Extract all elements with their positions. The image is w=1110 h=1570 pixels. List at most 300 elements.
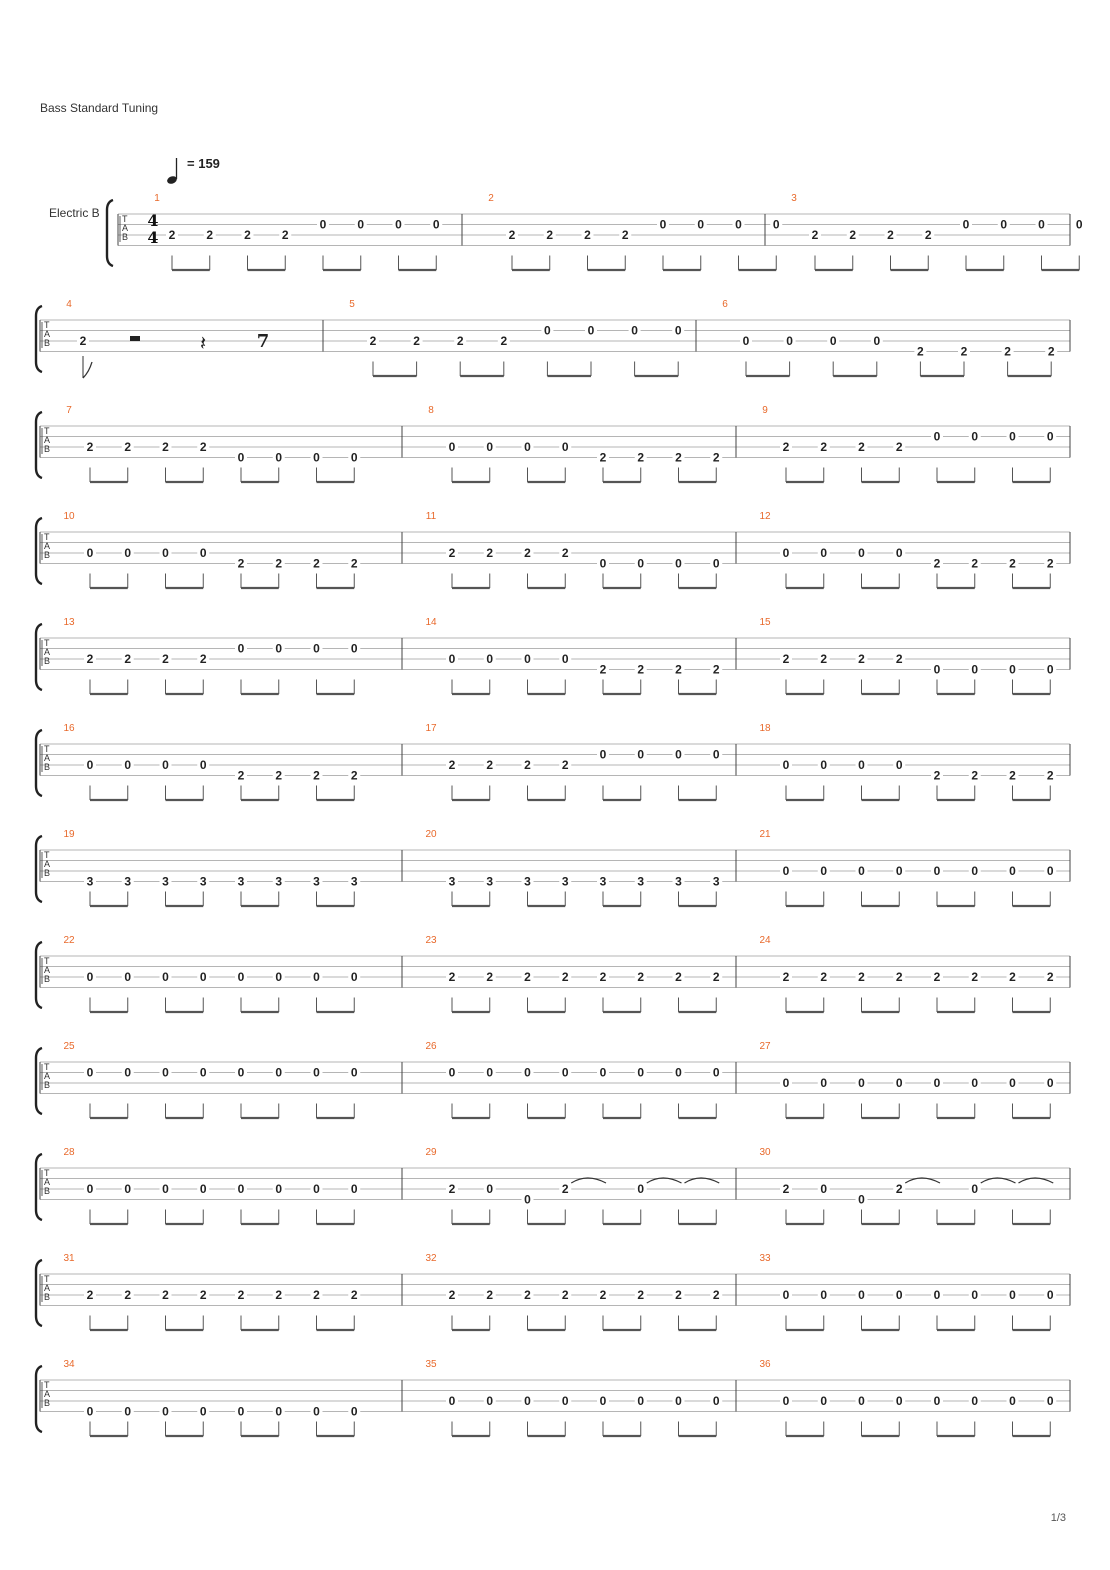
fret-number: 3 [675,874,682,889]
fret-number: 0 [124,970,132,984]
staff-system [36,1253,1070,1330]
fret-number: 0 [933,1076,941,1090]
tab-clef-letter: T [44,956,50,966]
fret-number: 3 [561,874,569,889]
fret-number: 2 [887,228,894,242]
fret-number: 2 [858,652,865,666]
tab-clef-letter: A [44,1071,51,1081]
fret-number: 2 [448,970,456,984]
fret-number: 0 [199,546,207,560]
fret-number: 0 [486,652,494,666]
time-signature-bottom: 4 [147,228,159,247]
fret-number: 0 [486,1394,494,1408]
fret-number: 2 [1047,344,1055,359]
fret-number: 0 [772,217,780,232]
fret-number: 0 [313,1065,320,1080]
measure-number: 18 [759,723,771,734]
staff-bracket [36,730,42,796]
staff-bracket [36,1154,42,1220]
measure-number: 16 [63,723,75,734]
fret-number: 0 [124,1065,132,1080]
fret-number: 0 [237,641,245,656]
fret-number: 2 [313,556,320,571]
fret-number: 2 [1046,970,1054,984]
fret-number: 0 [486,440,494,454]
fret-number: 0 [524,1394,531,1408]
fret-number: 2 [599,970,607,984]
fret-number: 3 [599,874,607,889]
fret-number: 0 [199,758,207,772]
fret-number: 0 [971,429,979,444]
fret-number: 2 [849,228,857,242]
measure-number: 20 [425,829,437,840]
fret-number: 0 [782,1288,790,1302]
fret-number: 0 [86,1404,94,1419]
fret-number: 0 [199,970,207,984]
fret-number: 2 [275,556,283,571]
fret-number: 0 [1046,864,1054,878]
fret-number: 0 [1046,1076,1054,1090]
fret-number: 0 [674,323,682,338]
fret-number: 0 [858,1288,865,1302]
staff-bracket [36,412,42,478]
fret-number: 0 [1046,662,1054,677]
measure-number: 3 [791,193,797,204]
fret-number: 0 [1046,1288,1054,1302]
tab-clef-letter: B [122,232,129,242]
staff-bracket [36,942,42,1008]
fret-number: 2 [124,1288,132,1302]
measure-number: 21 [759,829,771,840]
fret-number: 0 [1000,217,1008,232]
fret-number: 0 [858,1192,865,1207]
fret-number: 0 [1009,429,1016,444]
fret-number: 2 [546,228,554,242]
fret-number: 2 [924,228,932,242]
tab-clef-letter: A [44,1389,51,1399]
fret-number: 0 [782,758,790,772]
measure-number: 10 [63,511,75,522]
measure-number: 12 [759,511,771,522]
fret-number: 2 [895,652,903,666]
measure-number: 25 [63,1041,75,1052]
tempo-bpm: 159 [198,156,220,171]
fret-number: 2 [675,970,682,984]
fret-number: 3 [237,874,245,889]
fret-number: 0 [524,1065,531,1080]
fret-number: 0 [395,217,402,232]
fret-number: 3 [124,874,132,889]
fret-number: 0 [742,334,750,348]
tab-clef-letter: T [44,1274,50,1284]
quarter-rest: 𝄽 [199,331,207,355]
fret-number: 2 [712,450,720,465]
fret-number: 2 [237,768,245,783]
fret-number: 0 [275,1182,283,1196]
fret-number: 0 [599,1394,607,1408]
staff-bracket [36,1260,42,1326]
staff-bracket [107,200,113,266]
fret-number: 3 [275,874,283,889]
fret-number: 0 [350,1182,358,1196]
fret-number: 2 [584,228,591,242]
tab-clef-letter: A [44,1283,51,1293]
fret-number: 0 [820,758,828,772]
fret-number: 0 [86,970,94,984]
fret-number: 2 [313,768,320,783]
fret-number: 0 [237,1182,245,1196]
fret-number: 2 [275,768,283,783]
fret-number: 2 [782,652,790,666]
fret-number: 2 [350,1288,358,1302]
fret-number: 0 [971,1182,979,1196]
fret-number: 0 [561,1394,569,1408]
fret-number: 0 [712,747,720,762]
measure-number: 33 [759,1253,771,1264]
fret-number: 0 [275,450,283,465]
fret-number: 0 [587,323,595,338]
fret-number: 0 [1009,1288,1016,1302]
tab-clef-letter: T [44,426,50,436]
tab-clef-letter: B [44,1080,51,1090]
fret-number: 0 [199,1065,207,1080]
fret-number: 2 [162,652,169,666]
fret-number: 2 [281,228,289,242]
fret-number: 2 [561,1182,569,1196]
fret-number: 0 [199,1404,207,1419]
fret-number: 0 [313,1182,320,1196]
fret-number: 0 [933,864,941,878]
fret-number: 0 [350,450,358,465]
fret-number: 2 [124,440,132,454]
fret-number: 0 [858,758,865,772]
fret-number: 2 [524,758,531,772]
fret-number: 2 [599,1288,607,1302]
fret-number: 2 [599,662,607,677]
fret-number: 0 [858,864,865,878]
fret-number: 2 [971,556,979,571]
fret-number: 0 [357,217,365,232]
fret-number: 0 [448,1394,456,1408]
tab-clef-letter: A [44,329,51,339]
tab-clef-letter: B [44,550,51,560]
fret-number: 2 [524,1288,531,1302]
fret-number: 0 [858,1394,865,1408]
fret-number: 0 [313,450,320,465]
fret-number: 2 [675,450,682,465]
fret-number: 0 [820,1394,828,1408]
tab-clef-letter: B [44,868,51,878]
tab-clef-letter: B [44,1186,51,1196]
measure-number: 34 [63,1359,75,1370]
fret-number: 2 [86,652,94,666]
fret-number: 2 [448,546,456,560]
fret-number: 0 [895,1394,903,1408]
fret-number: 2 [162,1288,169,1302]
fret-number: 0 [1009,864,1016,878]
fret-number: 2 [637,1288,645,1302]
staff-system [107,193,1085,270]
fret-number: 2 [448,758,456,772]
fret-number: 0 [895,864,903,878]
score-title: Bass Standard Tuning [40,101,159,115]
fret-number: 0 [313,641,320,656]
eighth-rest: 7 [256,331,270,352]
time-signature-top: 4 [147,211,159,230]
fret-number: 3 [448,874,456,889]
fret-number: 2 [712,970,720,984]
fret-number: 2 [1004,344,1011,359]
fret-number: 2 [79,334,87,348]
fret-number: 2 [933,768,941,783]
fret-number: 0 [237,1404,245,1419]
fret-number: 2 [486,970,494,984]
fret-number: 0 [858,546,865,560]
fret-number: 2 [124,652,132,666]
fret-number: 0 [782,546,790,560]
fret-number: 2 [675,1288,682,1302]
fret-number: 2 [895,970,903,984]
measure-number: 19 [63,829,75,840]
fret-number: 0 [895,758,903,772]
measure-number: 14 [425,617,437,628]
fret-number: 0 [971,1076,979,1090]
fret-number: 2 [1046,768,1054,783]
fret-number: 0 [895,546,903,560]
fret-number: 2 [86,1288,94,1302]
measure-number: 6 [722,299,728,310]
fret-number: 2 [637,450,645,465]
fret-number: 0 [637,1394,645,1408]
fret-number: 2 [486,546,494,560]
measure-number: 23 [425,935,437,946]
fret-number: 0 [448,1065,456,1080]
fret-number: 0 [599,1065,607,1080]
fret-number: 0 [275,1065,283,1080]
fret-number: 2 [561,970,569,984]
measure-number: 24 [759,935,771,946]
staff-bracket [36,306,42,372]
tab-clef-letter: T [44,1168,50,1178]
staff-system [36,299,1070,378]
fret-number: 0 [933,1288,941,1302]
fret-number: 0 [124,1182,132,1196]
fret-number: 2 [244,228,251,242]
tab-clef-letter: B [44,974,51,984]
fret-number: 0 [971,864,979,878]
fret-number: 0 [820,1076,828,1090]
fret-number: 2 [971,768,979,783]
fret-number: 2 [561,758,569,772]
fret-number: 2 [237,1288,245,1302]
fret-number: 0 [637,1065,645,1080]
measure-number: 28 [63,1147,75,1158]
fret-number: 0 [162,1065,169,1080]
staff-bracket [36,1048,42,1114]
measure-number: 30 [759,1147,771,1158]
fret-number: 0 [933,662,941,677]
fret-number: 0 [820,1182,828,1196]
tab-clef-letter: B [44,1292,51,1302]
staff-system [36,405,1070,482]
fret-number: 0 [1075,217,1083,232]
fret-number: 0 [820,546,828,560]
fret-number: 2 [500,334,508,348]
tab-clef-letter: T [44,744,50,754]
tab-clef-letter: A [122,223,129,233]
tab-clef-letter: B [44,656,51,666]
fret-number: 0 [933,429,941,444]
fret-number: 0 [162,758,169,772]
measure-number: 8 [428,405,434,416]
fret-number: 3 [313,874,320,889]
fret-number: 0 [712,1065,720,1080]
fret-number: 0 [350,970,358,984]
fret-number: 0 [782,864,790,878]
fret-number: 2 [1046,556,1054,571]
fret-number: 2 [1009,768,1016,783]
fret-number: 0 [820,1288,828,1302]
fret-number: 2 [895,1182,903,1196]
fret-number: 2 [933,556,941,571]
fret-number: 2 [637,970,645,984]
tab-clef-letter: T [44,320,50,330]
fret-number: 0 [599,747,607,762]
measure-number: 2 [488,193,494,204]
fret-number: 2 [199,440,207,454]
fret-number: 0 [313,1404,320,1419]
fret-number: 2 [350,556,358,571]
fret-number: 2 [637,662,645,677]
tab-clef-letter: B [44,444,51,454]
fret-number: 2 [820,970,828,984]
measure-number: 35 [425,1359,437,1370]
staff-system [36,935,1070,1012]
fret-number: 0 [275,641,283,656]
fret-number: 2 [448,1288,456,1302]
tab-clef-letter: A [44,1177,51,1187]
measure-number: 5 [349,299,355,310]
fret-number: 0 [1046,429,1054,444]
fret-number: 2 [712,662,720,677]
measure-number: 17 [425,723,437,734]
fret-number: 2 [621,228,629,242]
fret-number: 0 [637,556,645,571]
fret-number: 0 [561,1065,569,1080]
fret-number: 0 [675,1065,682,1080]
fret-number: 0 [1009,1394,1016,1408]
tab-clef-letter: A [44,859,51,869]
fret-number: 0 [524,652,531,666]
fret-number: 0 [319,217,327,232]
fret-number: 0 [962,217,970,232]
fret-number: 0 [162,1182,169,1196]
fret-number: 3 [350,874,358,889]
fret-number: 0 [86,1065,94,1080]
staff-bracket [36,836,42,902]
fret-number: 0 [86,1182,94,1196]
measure-number: 26 [425,1041,437,1052]
fret-number: 0 [486,1065,494,1080]
tab-clef-letter: B [44,338,51,348]
fret-number: 0 [544,323,551,338]
fret-number: 0 [162,1404,169,1419]
fret-number: 2 [1009,556,1016,571]
fret-number: 0 [675,747,682,762]
measure-number: 1 [154,193,160,204]
fret-number: 0 [1046,1394,1054,1408]
fret-number: 2 [313,1288,320,1302]
fret-number: 0 [895,1076,903,1090]
tab-clef-letter: A [44,435,51,445]
eighth-flag [83,362,92,378]
fret-number: 0 [237,450,245,465]
fret-number: 0 [1009,662,1016,677]
fret-number: 2 [933,970,941,984]
measure-number: 32 [425,1253,437,1264]
staff-system [36,1359,1070,1436]
fret-number: 0 [675,1394,682,1408]
fret-number: 2 [960,344,968,359]
fret-number: 0 [971,662,979,677]
measure-number: 15 [759,617,771,628]
tab-clef-letter: A [44,647,51,657]
fret-number: 0 [1009,1076,1016,1090]
fret-number: 0 [712,1394,720,1408]
fret-number: 0 [237,970,245,984]
tab-clef-letter: B [44,762,51,772]
fret-number: 0 [432,217,440,232]
measure-number: 27 [759,1041,771,1052]
fret-number: 0 [524,1192,531,1207]
fret-number: 0 [637,1182,645,1196]
measure-number: 29 [425,1147,437,1158]
fret-number: 2 [508,228,516,242]
fret-number: 2 [820,652,828,666]
fret-number: 0 [275,970,283,984]
fret-number: 0 [971,1288,979,1302]
measure-number: 7 [66,405,72,416]
fret-number: 2 [820,440,828,454]
fret-number: 0 [350,1065,358,1080]
fret-number: 0 [873,334,881,348]
fret-number: 0 [486,1182,494,1196]
staff-system [36,1147,1070,1224]
fret-number: 0 [162,546,169,560]
fret-number: 3 [524,874,531,889]
fret-number: 2 [561,546,569,560]
fret-number: 0 [697,217,705,232]
fret-number: 0 [735,217,742,232]
fret-number: 0 [524,440,531,454]
fret-number: 2 [369,334,377,348]
fret-number: 0 [162,970,169,984]
staff-system [36,723,1070,800]
fret-number: 2 [486,1288,494,1302]
fret-number: 2 [811,228,819,242]
fret-number: 0 [561,652,569,666]
tempo-prefix: = [187,156,199,171]
fret-number: 3 [486,874,494,889]
fret-number: 2 [162,440,169,454]
tab-clef-letter: T [44,1380,50,1390]
fret-number: 0 [350,641,358,656]
fret-number: 0 [599,556,607,571]
fret-number: 0 [712,556,720,571]
staff-bracket [36,624,42,690]
fret-number: 2 [486,758,494,772]
fret-number: 2 [675,662,682,677]
